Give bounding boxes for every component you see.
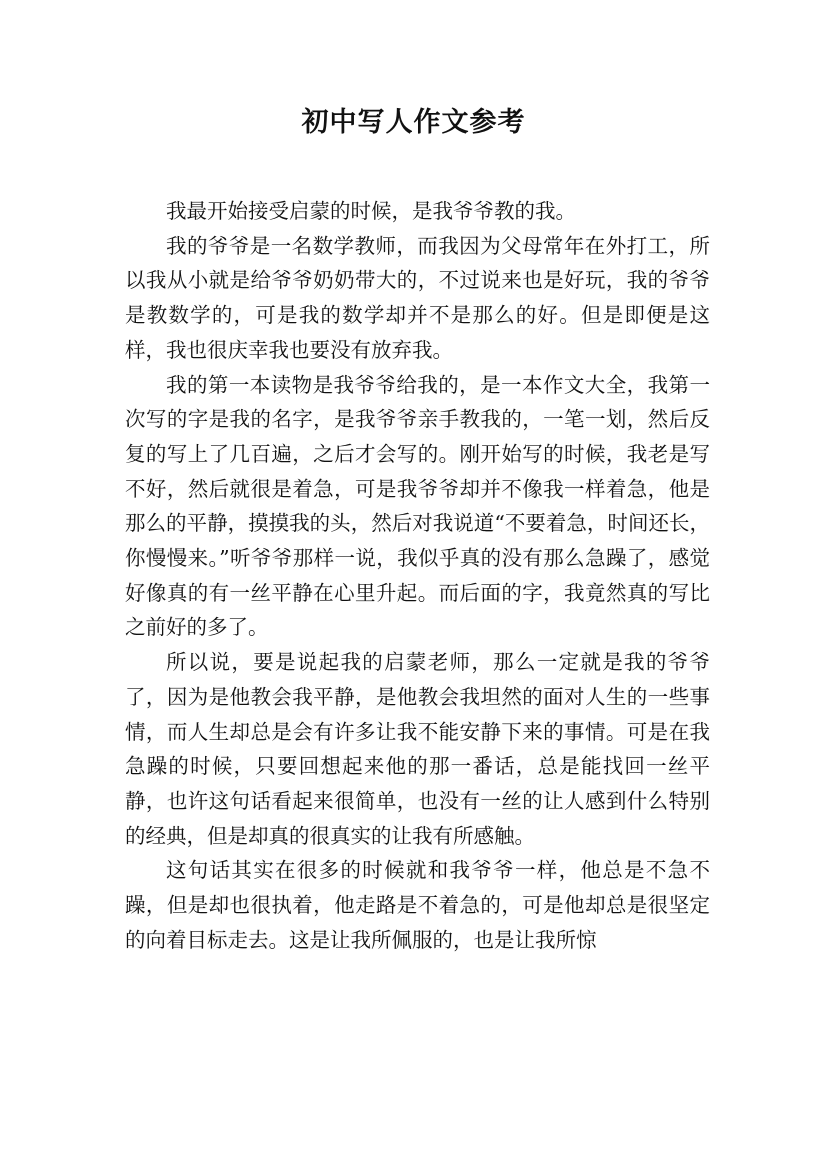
document-title: 初中写人作文参考 <box>301 107 526 138</box>
document-body <box>125 194 710 957</box>
paragraph: 所以说，要是说起我的启蒙老师，那么一定就是我的爷爷了，因为是他教会我平静，是他教会我坦然的面对人生的一些事情，而人生却总是会有许多让我不能安静下来的事情。可是在我急躁的时候，只要回想起来他的那一番话，总是能找回一丝平静，也许这句话看起来很简单，也没有一丝的让人感到什么特别的经典，但是却真的很真实的让我有所感触。 <box>125 650 710 848</box>
paragraph: 这句话其实在很多的时候就和我爷爷一样，他总是不急不躁，但是却也很执着，他走路是不着急的，可是他却总是很坚定的向着目标走去。这是让我所佩服的，也是让我所惊 <box>125 858 710 952</box>
paragraph: 我的第一本读物是我爷爷给我的，是一本作文大全，我第一次写的字是我的名字，是我爷爷亲手教我的，一笔一划，然后反复的写上了几百遍，之后才会写的。刚开始写的时候，我老是写不好，然后就很是着急，可是我爷爷却并不像我一样着急，他是那么的平静，摸摸我的头，然后对我说道“不要着急，时间还长，你慢慢来。”听爷爷那样一说，我似乎真的没有那么急躁了，感觉好像真的有一丝平静在心里升起。而后面的字，我竟然真的写比之前好的多了。 <box>125 372 710 640</box>
paragraph: 我的爷爷是一名数学教师，而我因为父母常年在外打工，所以我从小就是给爷爷奶奶带大的，不过说来也是好玩，我的爷爷是教数学的，可是我的数学却并不是那么的好。但是即便是这样，我也很庆幸我也要没有放弃我。 <box>125 233 710 362</box>
paragraph: 我最开始接受启蒙的时候，是我爷爷教的我。 <box>166 199 576 223</box>
